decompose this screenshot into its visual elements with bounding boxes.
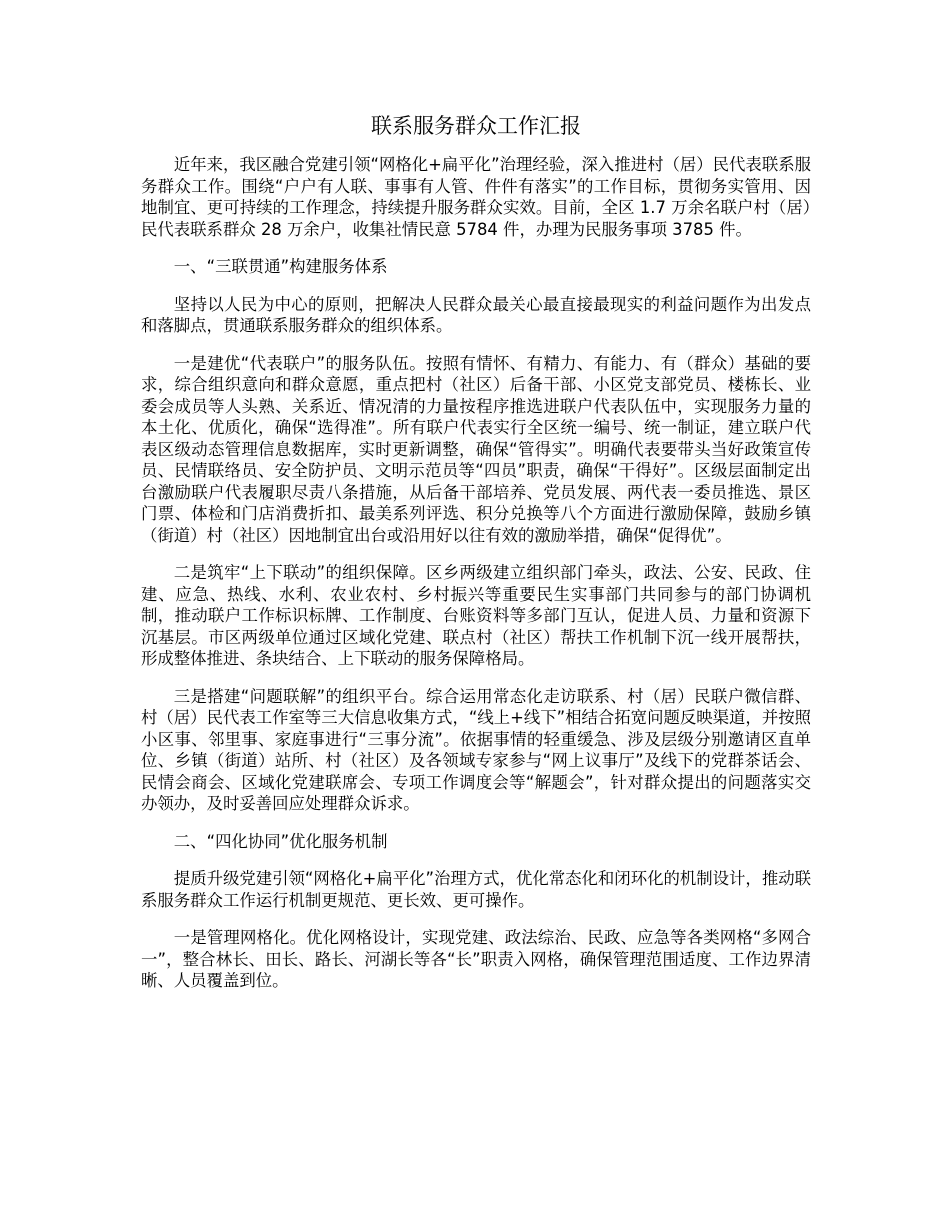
section-1-paragraph-2: 二是筑牢“上下联动”的组织保障。区乡两级建立组织部门牵头，政法、公安、民政、住建、应急、热线、水利、农业农村、乡村振兴等重要民生实事部门共同参与的部门协调机制，推动联户工作标识标牌、工作制度、台账资料等多部门互认，促进人员、力量和资源下沉基层。市区两级单位通过区域化党建、联点村（社区）帮扶工作机制下沉一线开展帮扶，形成整体推进、条块结合、上下联动的服务保障格局。	[141, 563, 811, 668]
intro-paragraph: 近年来，我区融合党建引领“网格化+扁平化”治理经验，深入推进村（居）民代表联系服务群众工作。围绕“户户有人联、事事有人管、件件有落实”的工作目标，贯彻务实管用、因地制宜、更可持续的工作理念，持续提升服务群众实效。目前，全区 1.7 万余名联户村（居）民代表联系群众 28 万余户，收集社情民意 5784 件，办理为民服务事项 3785 件。	[141, 155, 811, 239]
section-2-heading: 二、“四化协同”优化服务机制	[173, 831, 388, 851]
section-1-lead-paragraph: 坚持以人民为中心的原则，把解决人民群众最关心最直接最现实的利益问题作为出发点和落脚点，贯通联系服务群众的组织体系。	[141, 294, 811, 335]
section-1-paragraph-3: 三是搭建“问题联解”的组织平台。综合运用常态化走访联系、村（居）民联户微信群、村（居）民代表工作室等三大信息收集方式，“线上+线下”相结合拓宽问题反映渠道，并按照小区事、邻里事、家庭事进行“三事分流”。依据事情的轻重缓急、涉及层级分别邀请区直单位、乡镇（街道）站所、村（社区）及各领域专家参与“网上议事厅”及线下的党群茶话会、民情会商会、区域化党建联席会、专项工作调度会等“解题会”，针对群众提出的问题落实交办领办，及时妥善回应处理群众诉求。	[141, 686, 811, 813]
document-page	[141, 112, 811, 1008]
section-2-lead-paragraph: 提质升级党建引领“网格化+扁平化”治理方式，优化常态化和闭环化的机制设计，推动联系服务群众工作运行机制更规范、更长效、更可操作。	[141, 869, 811, 910]
section-1-heading: 一、“三联贯通”构建服务体系	[173, 257, 388, 276]
document-title: 联系服务群众工作汇报	[371, 114, 581, 138]
section-2-paragraph-1: 一是管理网格化。优化网格设计，实现党建、政法综治、民政、应急等各类网格“多网合一”，整合林长、田长、路长、河湖长等各“长”职责入网格，确保管理范围适度、工作边界清晰、人员覆盖到位。	[141, 928, 811, 990]
section-1-paragraph-1: 一是建优“代表联户”的服务队伍。按照有情怀、有精力、有能力、有（群众）基础的要求，综合组织意向和群众意愿，重点把村（社区）后备干部、小区党支部党员、楼栋长、业委会成员等人头熟、关系近、情况清的力量按程序推选进联户代表队伍中，实现服务力量的本土化、优质化，确保“选得准”。所有联户代表实行全区统一编号、统一制证，建立联户代表区级动态管理信息数据库，实时更新调整，确保“管得实”。明确代表要带头当好政策宣传员、民情联络员、安全防护员、文明示范员等“四员”职责，确保“干得好”。区级层面制定出台激励联户代表履职尽责八条措施，从后备干部培养、党员发展、两代表一委员推选、景区门票、体检和门店消费折扣、最美系列评选、积分兑换等八个方面进行激励保障，鼓励乡镇（街道）村（社区）因地制宜出台或沿用好以往有效的激励举措，确保“促得优”。	[141, 353, 811, 545]
